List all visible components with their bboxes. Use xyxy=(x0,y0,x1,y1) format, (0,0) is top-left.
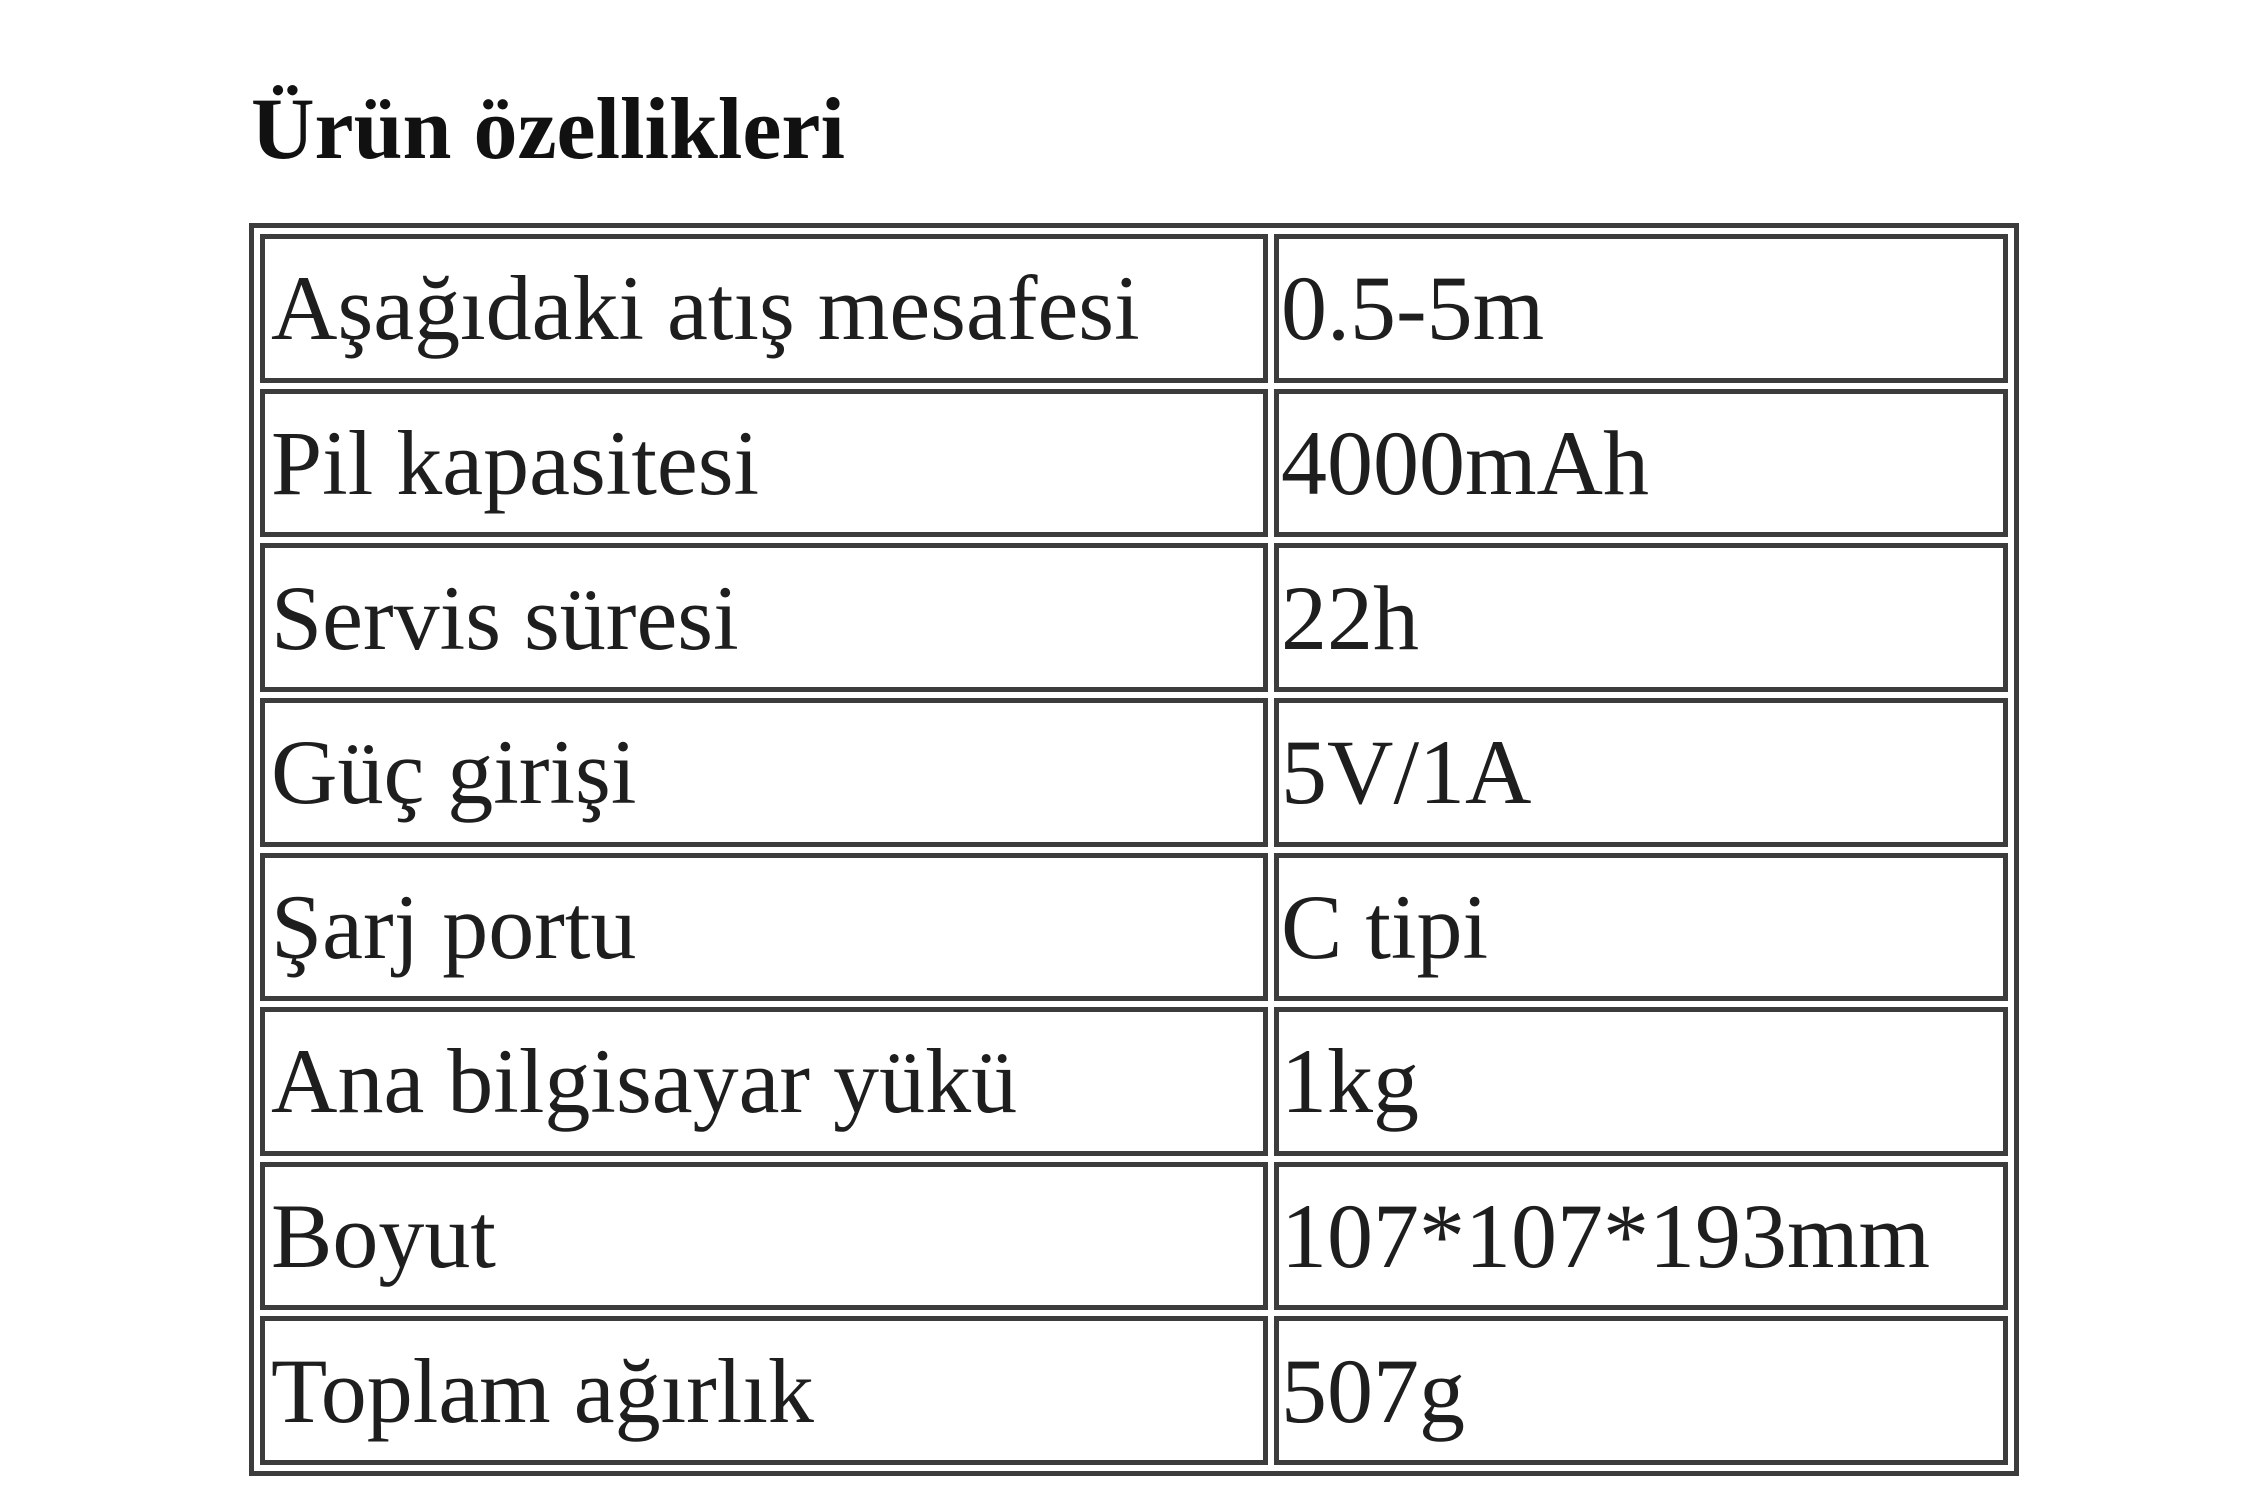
spec-value: 4000mAh xyxy=(1274,389,2008,538)
spec-value: 507g xyxy=(1274,1316,2008,1465)
table-row xyxy=(260,1316,2008,1465)
table-row xyxy=(260,698,2008,847)
spec-value: 1kg xyxy=(1274,1007,2008,1156)
spec-value: 22h xyxy=(1274,543,2008,692)
table-row xyxy=(260,234,2008,383)
spec-label: Toplam ağırlık xyxy=(260,1316,1268,1465)
table-row xyxy=(260,389,2008,538)
table-row xyxy=(260,543,2008,692)
spec-label: Servis süresi xyxy=(260,543,1268,692)
spec-value: 5V/1A xyxy=(1274,698,2008,847)
spec-label: Aşağıdaki atış mesafesi xyxy=(260,234,1268,383)
table-row xyxy=(260,853,2008,1002)
spec-label: Şarj portu xyxy=(260,853,1268,1002)
spec-label: Güç girişi xyxy=(260,698,1268,847)
spec-table xyxy=(249,223,2019,1476)
spec-value: 107*107*193mm xyxy=(1274,1162,2008,1311)
table-row xyxy=(260,1162,2008,1311)
page-title: Ürün özellikleri xyxy=(251,81,845,178)
spec-label: Ana bilgisayar yükü xyxy=(260,1007,1268,1156)
table-row xyxy=(260,1007,2008,1156)
spec-value: 0.5-5m xyxy=(1274,234,2008,383)
spec-value: C tipi xyxy=(1274,853,2008,1002)
spec-label: Pil kapasitesi xyxy=(260,389,1268,538)
spec-label: Boyut xyxy=(260,1162,1268,1311)
